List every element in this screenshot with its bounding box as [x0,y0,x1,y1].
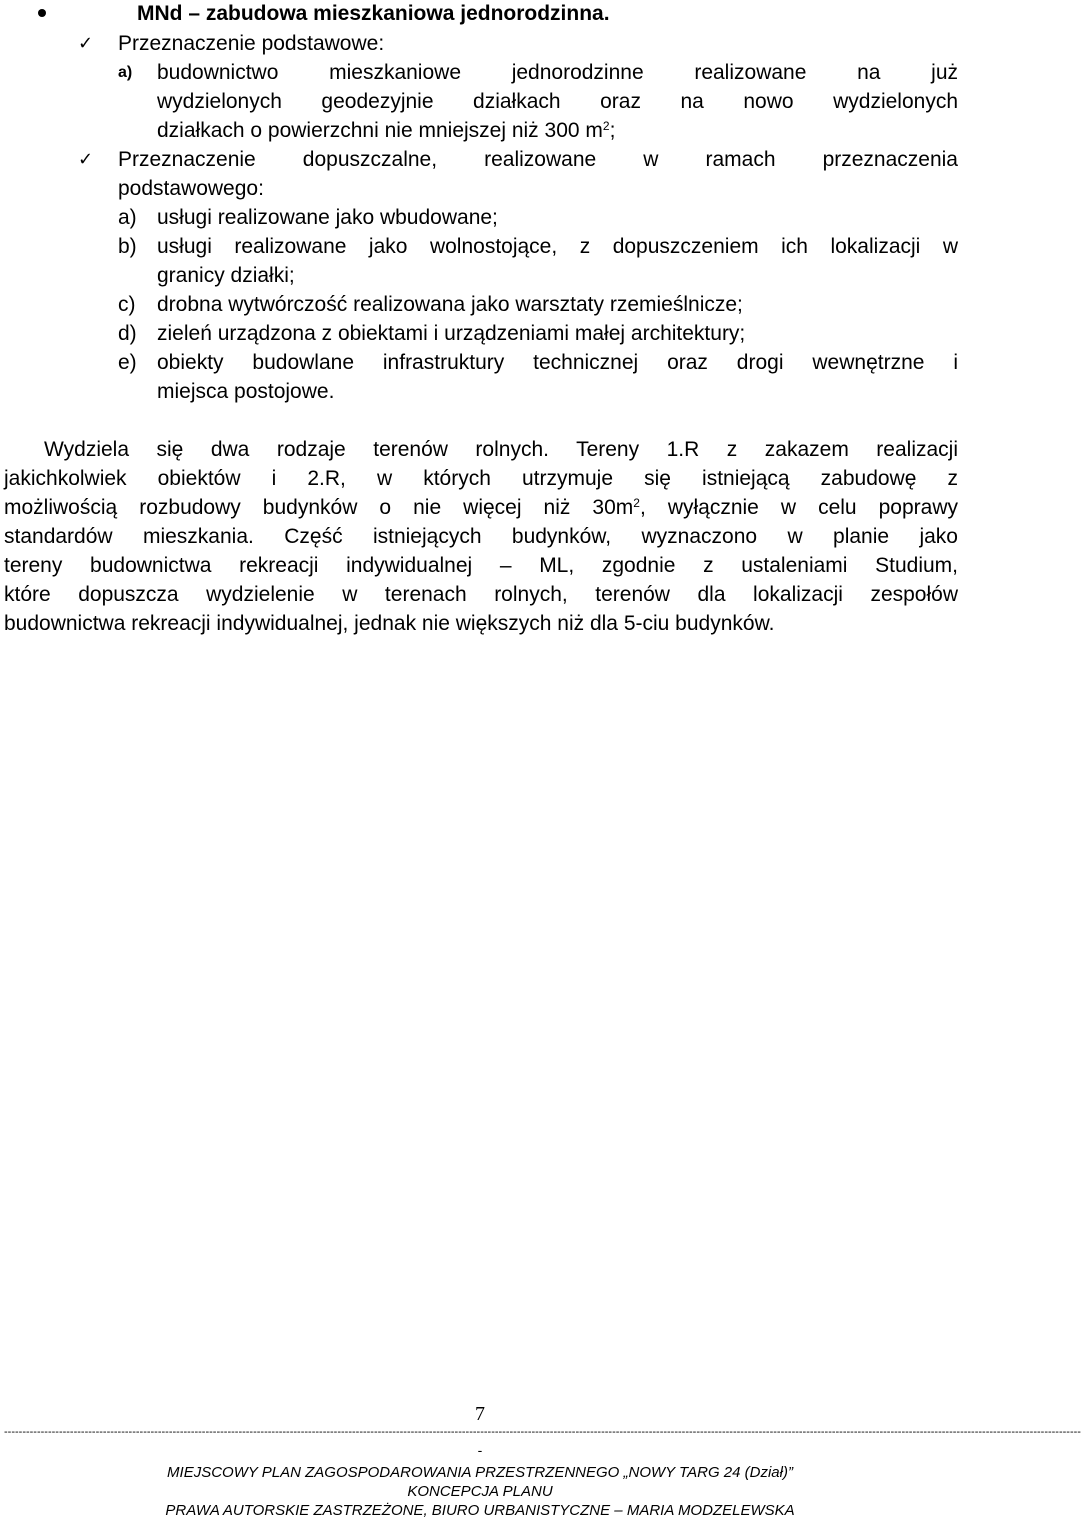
list-item-line: usługi realizowane jako wolnostojące, z dopuszczeniem ich lokalizacji w [157,235,958,258]
paragraph-line: standardów mieszkania. Część istniejących budynków, wyznaczono w planie jako [4,525,958,548]
footer-dash: - [477,1442,483,1458]
section-heading: MNd – zabudowa mieszkaniowa jednorodzinna. [137,2,610,25]
footer-divider: ------------------------------------------------------------------------------------------------------------------------------------------------------------------------------------------------------------------------------------------------------------------------------------------------------ [4,1426,1081,1438]
allowed-purpose-label-cont: podstawowego: [118,177,264,200]
paragraph-line: budownictwa rekreacji indywidualnej, jednak nie większych niż dla 5-ciu budynków. [4,612,775,635]
list-marker: d) [118,322,137,345]
bullet-icon [38,9,46,17]
list-marker: b) [118,235,137,258]
footer-copyright: PRAWA AUTORSKIE ZASTRZEŻONE, BIURO URBANISTYCZNE – MARIA MODZELEWSKA [165,1502,795,1519]
list-marker: c) [118,293,136,316]
list-item-line: usługi realizowane jako wbudowane; [157,206,498,229]
list-item-line: wydzielonych geodezyjnie działkach oraz na nowo wydzielonych [157,90,958,113]
paragraph-line: Wydziela się dwa rodzaje terenów rolnych. Tereny 1.R z zakazem realizacji [44,438,958,461]
checkmark-icon: ✓ [78,149,94,170]
list-item-line: miejsca postojowe. [157,380,335,403]
paragraph-line: jakichkolwiek obiektów i 2.R, w których utrzymuje się istniejącą zabudowę z [4,467,958,490]
list-marker: e) [118,351,137,374]
footer-plan-title: MIEJSCOWY PLAN ZAGOSPODAROWANIA PRZESTRZENNEGO „NOWY TARG 24 (Dział)” [167,1464,793,1481]
list-item-line: budownictwo mieszkaniowe jednorodzinne realizowane na już [157,61,958,84]
footer-subtitle: KONCEPCJA PLANU [407,1483,553,1500]
list-marker: a) [118,64,133,81]
list-item-line: granicy działki; [157,264,295,287]
paragraph-line: możliwością rozbudowy budynków o nie więcej niż $30m^2$, wyłącznie w celu poprawy [4,496,958,519]
list-item-line: działkach o powierzchni nie mniejszej niż 300 $m^2$; [157,119,616,142]
basic-purpose-label: Przeznaczenie podstawowe: [118,32,385,55]
list-item-line: drobna wytwórczość realizowana jako warsztaty rzemieślnicze; [157,293,743,316]
list-marker: a) [118,206,137,229]
page-number: 7 [475,1403,485,1425]
paragraph-line: tereny budownictwa rekreacji indywidualnej – ML, zgodnie z ustaleniami Studium, [4,554,958,577]
allowed-purpose-label: Przeznaczenie dopuszczalne, realizowane w ramach przeznaczenia [118,148,958,171]
list-item-line: obiekty budowlane infrastruktury technicznej oraz drogi wewnętrzne i [157,351,958,374]
paragraph-line: które dopuszcza wydzielenie w terenach rolnych, terenów dla lokalizacji zespołów [4,583,958,606]
list-item-line: zieleń urządzona z obiektami i urządzeniami małej architektury; [157,322,746,345]
checkmark-icon: ✓ [78,33,94,54]
